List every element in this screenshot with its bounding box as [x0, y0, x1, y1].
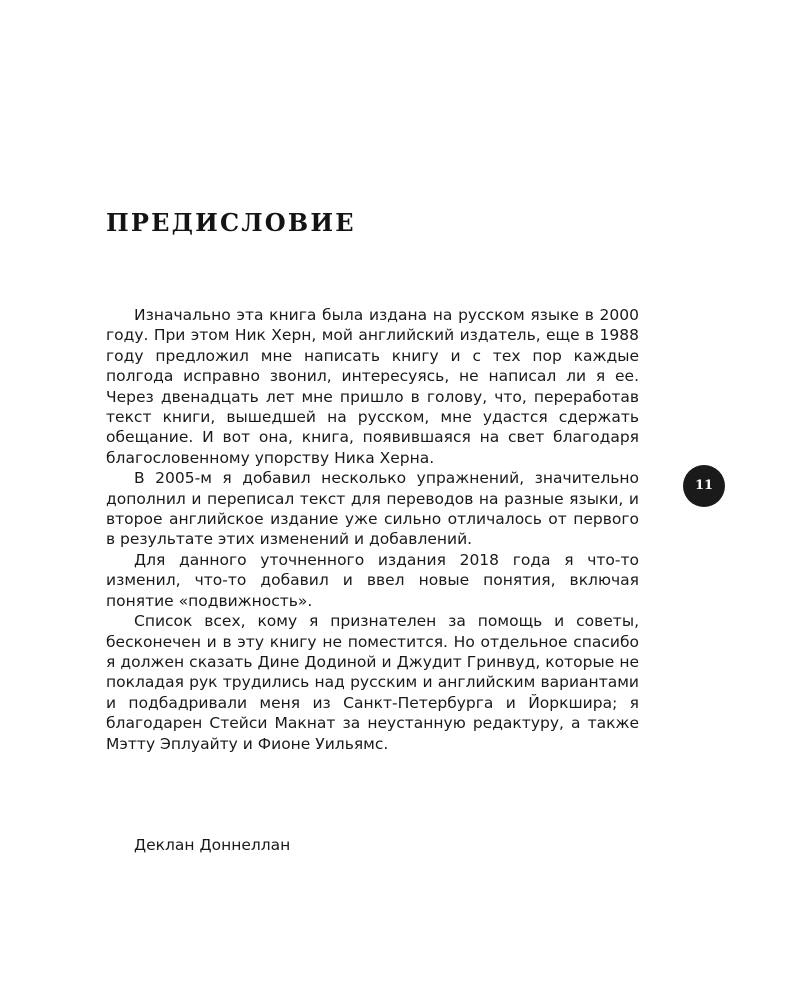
paragraph: В 2005-м я добавил несколько упражнений, значительно дополнил и переписал текст для переводов на разные языки, и второе английское издание уже сильно отличалось от первого в результате этих изменений и добавлений.	[106, 469, 639, 549]
page-number-badge: 11	[683, 465, 725, 507]
author-signature: Деклан Доннеллан	[134, 836, 291, 854]
paragraph: Список всех, кому я признателен за помощь и советы, бесконечен и в эту книгу не поместится. Но отдельное спасибо я должен сказать Дине Додиной и Джудит Гринвуд, которые не покладая рук трудились над русским и английским вариантами и подбадривали меня из Санкт-Петербурга и Йоркшира; я благодарен Стейси Макнат за неустанную редактуру, а также Мэтту Эплуайту и Фионе Уильямс.	[106, 612, 639, 753]
paragraph: Для данного уточненного издания 2018 года я что-то изменил, что-то добавил и ввел новые понятия, включая понятие «подвижность».	[106, 550, 639, 610]
paragraph: Изначально эта книга была издана на русском языке в 2000 году. При этом Ник Херн, мой английский издатель, еще в 1988 году предложил мне написать книгу и с тех пор каждые полгода исправно звонил, интересуясь, не написал ли я ее. Через двенадцать лет мне пришло в голову, что, переработав текст книги, вышедшей на русском, мне удастся сдержать обещание. И вот она, книга, появившаяся на свет благодаря благословенному упорству Ника Херна.	[106, 306, 639, 467]
chapter-title: ПРЕДИСЛОВИЕ	[106, 208, 356, 237]
preface-body	[106, 305, 639, 754]
